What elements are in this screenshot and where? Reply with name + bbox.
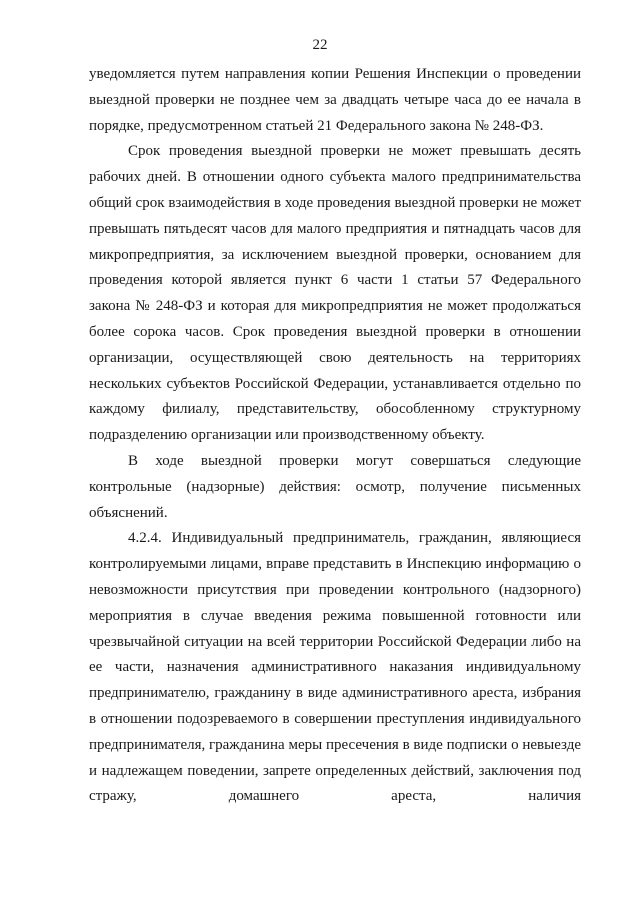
paragraph-notification-continuation: уведомляется путем направления копии Решения Инспекции о проведении выездной проверки не позднее чем за двадцать четыре часа до ее начала в порядке, предусмотренном статьей 21 Федерального закона № 248-ФЗ. <box>89 66 581 134</box>
paragraph-control-actions: В ходе выездной проверки могут совершаться следующие контрольные (надзорные) действия: осмотр, получение письменных объяснений. <box>89 452 581 521</box>
document-body <box>89 62 581 810</box>
paragraph-inspection-duration: Срок проведения выездной проверки не может превышать десять рабочих дней. В отношении одного субъекта малого предпринимательства общий срок взаимодействия в ходе проведения выездной проверки не может превышать пятьдесят часов для малого предприятия и пятнадцать часов для микропредприятия, за исключением выездной проверки, основанием для проведения которой является пункт 6 части 1 статьи 57 Федерального закона № 248-ФЗ и которая для микропредприятия не может продолжаться более сорока часов. Срок проведения выездной проверки в отношении организации, осуществляющей свою деятельность на территориях нескольких субъектов Российской Федерации, устанавливается отдельно по каждому филиалу, представительству, обособленному структурному подразделению организации или производственному объекту. <box>89 143 581 444</box>
page-number: 22 <box>312 37 328 53</box>
paragraph-4-2-4: 4.2.4. Индивидуальный предприниматель, гражданин, являющиеся контролируемыми лицами, вправе представить в Инспекцию информацию о невозможности присутствия при проведении контрольного (надзорного) мероприятия в случае введения режима повышенной готовности или чрезвычайной ситуации на всей территории Российской Федерации либо на ее части, назначения административного наказания индивидуальному предпринимателю, гражданину в виде административного ареста, избрания в отношении подозреваемого в совершении преступления индивидуального предпринимателя, гражданина меры пресечения в виде подписки о невыезде и надлежащем поведении, запрете определенных действий, заключения под стражу, домашнего ареста, наличия <box>89 530 581 805</box>
